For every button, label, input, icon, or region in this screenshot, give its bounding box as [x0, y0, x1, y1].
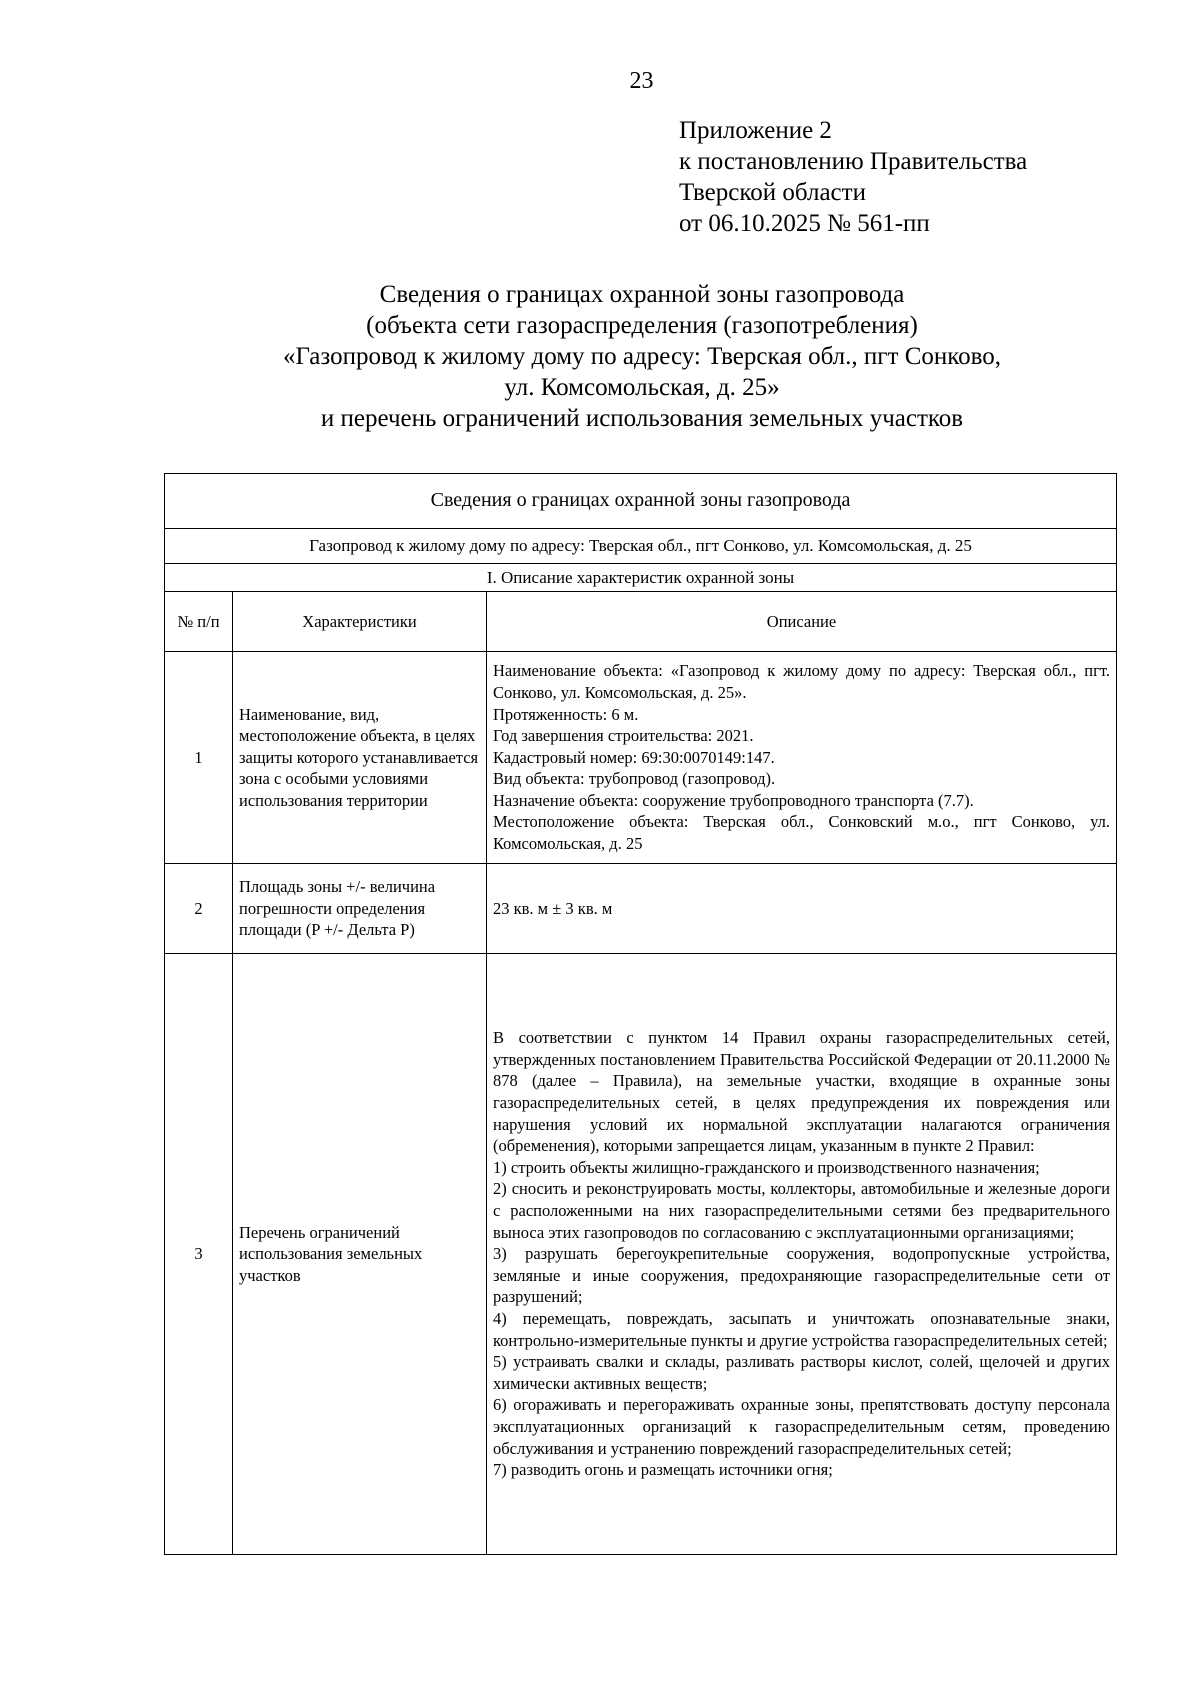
description-line: Кадастровый номер: 69:30:0070149:147. — [493, 747, 775, 767]
row-description — [487, 864, 1117, 954]
title-line: ул. Комсомольская, д. 25» — [504, 374, 780, 401]
table-object-name: Газопровод к жилому дому по адресу: Тверская обл., пгт Сонково, ул. Комсомольская, д. 25 — [165, 529, 1117, 564]
appendix-line: к постановлению Правительства — [679, 148, 1028, 175]
description-line: 3) разрушать берегоукрепительные сооружения, водопропускные устройства, земляные и иные сооружения, предохраняющие газораспределительные сети от разрушений; — [493, 1244, 1111, 1307]
page-number: 23 — [629, 68, 654, 94]
description-line: В соответствии с пунктом 14 Правил охраны газораспределительных сетей, утвержденных постановлением Правительства Российской Федерации от 20.11.2000 № 878 (далее – Правила), на земельные участки, входящие в охранные зоны газораспределительных сетей, в целях предупреждения их повреждения или нарушения условий их нормальной эксплуатации налагаются ограничения (обременения), которыми запрещается лицам, указанным в пункте 2 Правил: — [493, 1028, 1111, 1156]
title-line: и перечень ограничений использования земельных участков — [320, 405, 964, 432]
table-row — [165, 652, 1117, 864]
row-number: 2 — [165, 864, 233, 954]
column-header-description: Описание — [487, 592, 1117, 652]
description-line: 5) устраивать свалки и склады, разливать растворы кислот, солей, щелочей и других химически активных веществ; — [493, 1352, 1111, 1393]
description-line: 4) перемещать, повреждать, засыпать и уничтожать опознавательные знаки, контрольно-измерительные пункты и другие устройства газораспределительных сетей; — [493, 1308, 1111, 1350]
table-main-header: Сведения о границах охранной зоны газопровода — [165, 474, 1117, 529]
document-title — [160, 279, 1124, 434]
title-line: (объекта сети газораспределения (газопотребления) — [366, 312, 918, 339]
description-line: Назначение объекта: сооружение трубопроводного транспорта (7.7). — [493, 790, 974, 810]
row-description — [487, 652, 1117, 864]
description-line: Протяженность: 6 м. — [493, 704, 639, 724]
column-header-characteristics: Характеристики — [233, 592, 487, 652]
description-line: Год завершения строительства: 2021. — [493, 726, 754, 746]
row-characteristic: Перечень ограничений использования земельных участков — [233, 954, 487, 1555]
column-header-num: № п/п — [165, 592, 233, 652]
title-line: «Газопровод к жилому дому по адресу: Тверская обл., пгт Сонково, — [282, 343, 1002, 370]
table-row — [165, 954, 1117, 1555]
row-characteristic: Наименование, вид, местоположение объекта, в целях защиты которого устанавливается зона с особыми условиями использования территории — [233, 652, 487, 864]
description-line: 23 кв. м ± 3 кв. м — [493, 898, 613, 918]
appendix-line: Тверской области — [679, 179, 866, 206]
description-line: 6) огораживать и перегораживать охранные зоны, препятствовать доступу персонала эксплуатационных организаций к газораспределительным сетям, проведению обслуживания и устранению повреждений газораспределительных сетей; — [493, 1395, 1111, 1458]
row-description — [487, 954, 1117, 1555]
title-line: Сведения о границах охранной зоны газопровода — [379, 281, 905, 308]
zone-table — [164, 473, 1117, 1555]
description-line: 7) разводить огонь и размещать источники огня; — [493, 1460, 833, 1480]
description-line: Местоположение объекта: Тверская обл., Сонковский м.о., пгт Сонково, ул. Комсомольская, д. 25 — [493, 812, 1111, 854]
row-number: 1 — [165, 652, 233, 864]
table-row — [165, 864, 1117, 954]
table-section-title: I. Описание характеристик охранной зоны — [165, 564, 1117, 592]
description-line: 2) сносить и реконструировать мосты, коллекторы, автомобильные и железные дороги с расположенными на них газораспределительными сетями без предварительного выноса этих газопроводов по согласованию с эксплуатационными организациями; — [493, 1179, 1111, 1242]
row-characteristic: Площадь зоны +/- величина погрешности определения площади (P +/- Дельта P) — [233, 864, 487, 954]
row-number: 3 — [165, 954, 233, 1555]
appendix-block — [679, 115, 1027, 239]
appendix-line: от 06.10.2025 № 561-пп — [679, 210, 930, 237]
appendix-line: Приложение 2 — [679, 117, 832, 144]
description-line: Наименование объекта: «Газопровод к жилому дому по адресу: Тверская обл., пгт. Сонково, ул. Комсомольская, д. 25». — [493, 661, 1111, 702]
description-line: Вид объекта: трубопровод (газопровод). — [493, 769, 776, 789]
description-line: 1) строить объекты жилищно-гражданского и производственного назначения; — [493, 1157, 1040, 1177]
